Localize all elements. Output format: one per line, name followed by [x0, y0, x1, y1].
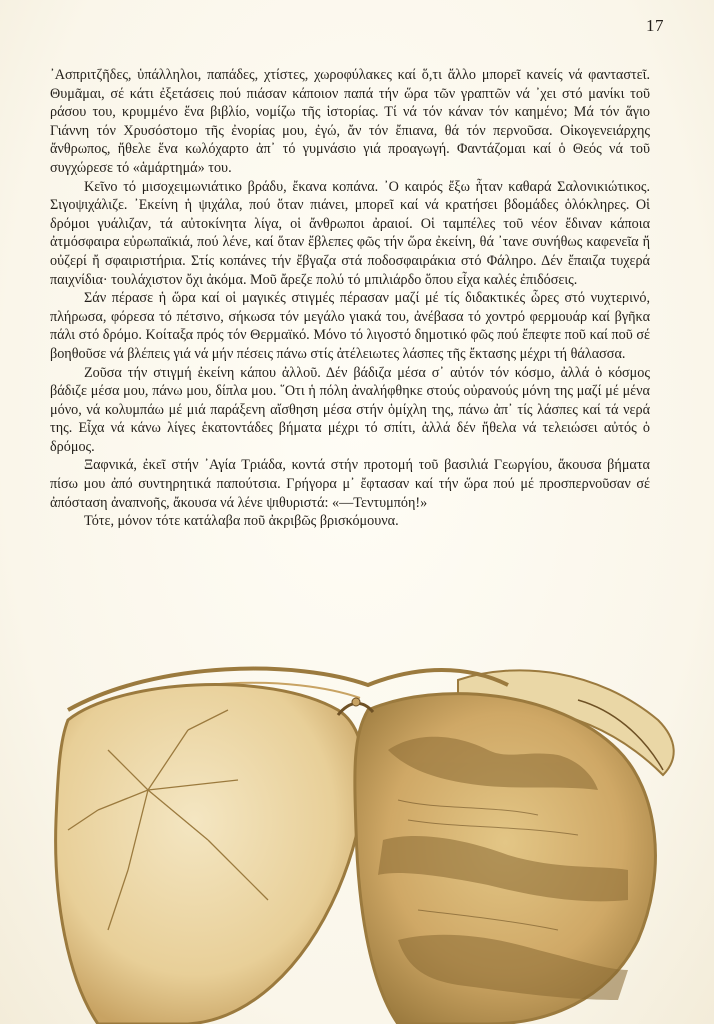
page-number: 17 — [646, 16, 664, 35]
body-text — [50, 66, 650, 531]
paragraph-2: Κεῖνο τό μισοχειμωνιάτικο βράδυ, ἔκανα κοπάνα. ᾿Ο καιρός ἔξω ἦταν καθαρά Σαλονικιώτικος. Σιγοψιχάλιζε. ᾿Εκείνη ἡ ψιχάλα, πού ὅταν πιάνει, μπορεῖ καί νά κρατήσει βδομάδες ὁλόκληρες. Οἱ δρόμοι γυάλιζαν, τά αὐτοκίνητα λίγα, οἱ ἄνθρωποι ἀραιοί. Οἱ ταμπέλες τοῦ νέον ἔδιναν κάποια ἀτμόσφαιρα εὐρωπαϊκιά, πού λένε, καί ὅταν ἔβλεπες φῶς τήν ὥρα ἐκείνη, θά ᾿τανε συνήθως καφενεῖα ἤ οὐζερί ἤ σφαιριστήρια. Στίς κοπάνες τήν ἔβγαζα στά ποδοσφαιράκια στό Φάληρο. Δέν ἔπαιζα τυχερά παιχνίδια· τουλάχιστον ὄχι ἀκόμα. Μοῦ ἄρεζε πολύ τό μπιλιάρδο ὅπου εἶχα καλές ἐπιδόσεις. — [50, 178, 650, 288]
paragraph-1: ᾿Ασπριτζῆδες, ὑπάλληλοι, παπάδες, χτίστες, χωροφύλακες καί ὅ,τι ἄλλο μπορεῖ κανείς νά φανταστεῖ. Θυμᾶμαι, σέ κάτι ἐξετάσεις πού πιάσαν κάποιον παπά τήν ὥρα τῶν γραπτῶν νά ᾿χει στό μανίκι τοῦ ράσου του, κρυμμένο ἕνα βιβλίο, νομίζω τῆς ἱστορίας. Τί νά τόν κάναν τόν καημένο; Μά τόν ἅγιο Γιάννη τόν Χρυσόστομο τῆς ἐνορίας μου, ἐγώ, ἄν τόν ἔπιανα, θά τόν περνοῦσα. Οἰκογενειάρχης ἄνθρωπος, ἤθελε ἕνα κωλόχαρτο ἀπ᾿ τό γυμνάσιο γιά προαγωγή. Φαντάζομαι καί ὁ Θεός νά τοῦ συγχώρεσε τό «ἁμάρτημά» του. — [50, 67, 650, 176]
left-lens — [56, 685, 365, 1024]
paragraph-4: Ζοῦσα τήν στιγμή ἐκείνη κάπου ἀλλοῦ. Δέν βάδιζα μέσα σ᾿ αὐτόν τόν κόσμο, ἀλλά ὁ κόσμος βάδιζε μέσα μου, πάνω μου, δίπλα μου. ῞Οτι ἡ πόλη ἀναλήφθηκε στούς οὐρανούς μόνη της μαζί μέ μένα μόνο, νά κολυμπάω μέ μιά παράξενη αἴσθηση μέσα στήν ὁμίχλη της, πάνω ἀπ᾿ τίς λάσπες καί τά νερά της. Εἶχα νά κάνω λίγες ἑκατοντάδες βήματα μέχρι τό σπίτι, ἀλλά δέν ἤθελα νά τελειώσει αὐτός ὁ δρόμος. — [50, 364, 650, 455]
paragraph-3: Σάν πέρασε ἡ ὥρα καί οἱ μαγικές στιγμές πέρασαν μαζί μέ τίς διδακτικές ὧρες στό νυχτερινό, πλήρωσα, φόρεσα τό πέτσινο, σήκωσα τόν μεγάλο γιακά του, ἀνέβασα τό χοντρό φερμουάρ καί βγῆκα πάλι στό δρόμο. Κοίταξα πρός τόν Θερμαϊκό. Μόνο τό λιγοστό δημοτικό φῶς πού ἔπεφτε ποῦ καί ποῦ σέ βοηθοῦσε νά βλέπεις γιά νά μήν πέσεις πάνω στίς ἀτέλειωτες λάσπες τῆς ἔκτασης μέχρι τή θάλασσα. — [50, 290, 650, 362]
sunglasses-illustration — [38, 640, 688, 1024]
paragraph-5: Ξαφνικά, ἐκεῖ στήν ᾿Αγία Τριάδα, κοντά στήν προτομή τοῦ βασιλιά Γεωργίου, ἄκουσα βήματα πίσω μου ἀπό συντηρητικά παπούτσια. Γρήγορα μ᾿ ἔφτασαν καί τήν ὥρα πού μέ προσπερνοῦσαν σέ ἀπόσταση ἀναπνοῆς, ἄκουσα νά λένε ψιθυριστά: «—Τεντυμπόη!» — [50, 457, 650, 511]
paragraph-6: Τότε, μόνον τότε κατάλαβα ποῦ ἀκριβῶς βρισκόμουνα. — [84, 513, 399, 530]
